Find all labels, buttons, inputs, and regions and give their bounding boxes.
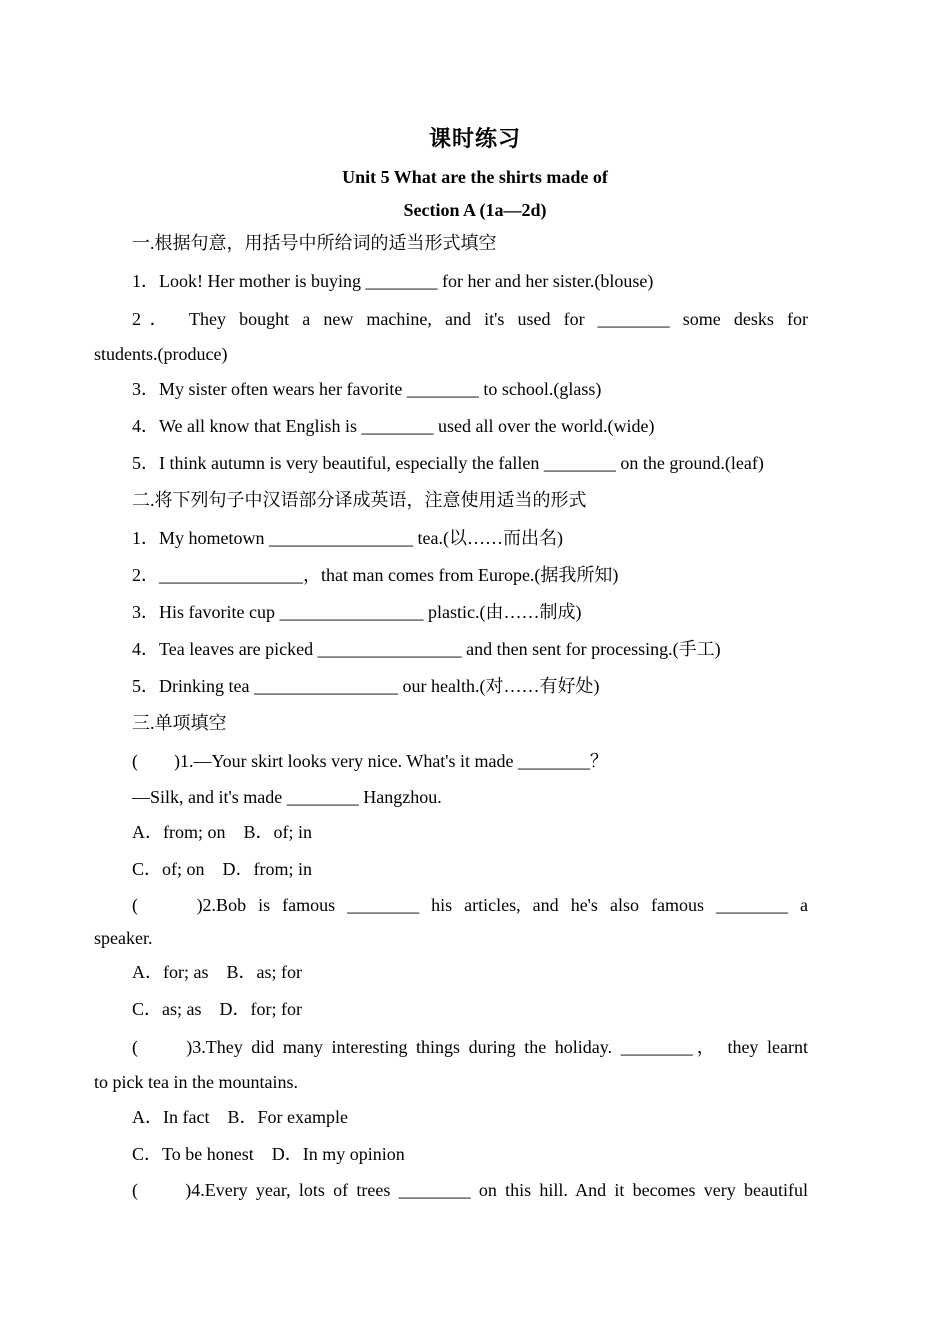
- part3-question-1-reply: —Silk, and it's made ________ Hangzhou.: [132, 787, 442, 807]
- part3-question-1-options-cd: C．of; on D．from; in: [132, 859, 312, 879]
- part2-question-4: 4．Tea leaves are picked ________________ and then sent for processing.(手工): [132, 639, 721, 659]
- part1-question-2: 2． They bought a new machine, and it's used for ________ some desks for: [132, 309, 808, 329]
- part3-heading: 三.单项填空: [132, 713, 227, 733]
- part2-question-5: 5．Drinking tea ________________ our health.(对……有好处): [132, 676, 600, 696]
- part3-question-3: ( )3.They did many interesting things during the holiday. ________， they learnt: [132, 1037, 808, 1057]
- part1-question-4: 4．We all know that English is ________ used all over the world.(wide): [132, 416, 655, 436]
- unit-title: Unit 5 What are the shirts made of: [342, 167, 608, 187]
- part2-question-3: 3．His favorite cup ________________ plastic.(由……制成): [132, 602, 582, 622]
- part3-question-1-options-ab: A．from; on B．of; in: [132, 822, 312, 842]
- part2-question-2: 2．________________，that man comes from Europe.(据我所知): [132, 565, 619, 585]
- part3-question-2-options-cd: C．as; as D．for; for: [132, 999, 302, 1019]
- section-title: Section A (1a—2d): [403, 200, 547, 220]
- part3-question-2-options-ab: A．for; as B．as; for: [132, 962, 302, 982]
- part3-question-3-cont: to pick tea in the mountains.: [94, 1072, 298, 1092]
- part3-question-2-cont: speaker.: [94, 928, 153, 948]
- part1-question-5: 5．I think autumn is very beautiful, especially the fallen ________ on the ground.(leaf): [132, 453, 764, 473]
- part1-question-3: 3．My sister often wears her favorite ________ to school.(glass): [132, 379, 602, 399]
- page-title: 课时练习: [428, 126, 521, 151]
- part3-question-2: ( )2.Bob is famous ________ his articles, and he's also famous ________ a: [132, 895, 808, 915]
- part2-question-1: 1．My hometown ________________ tea.(以……而出名): [132, 528, 563, 548]
- part3-question-3-options-ab: A．In fact B．For example: [132, 1107, 348, 1127]
- part1-question-1: 1．Look! Her mother is buying ________ for her and her sister.(blouse): [132, 271, 654, 291]
- part2-heading: 二.将下列句子中汉语部分译成英语，注意使用适当的形式: [132, 490, 587, 510]
- part3-question-3-options-cd: C．To be honest D．In my opinion: [132, 1144, 405, 1164]
- part3-question-4: ( )4.Every year, lots of trees ________ on this hill. And it becomes very beautiful: [132, 1180, 808, 1200]
- part1-question-2-cont: students.(produce): [94, 344, 228, 364]
- part3-question-1: ( )1.—Your skirt looks very nice. What's it made ________？: [132, 751, 609, 771]
- part1-heading: 一.根据句意，用括号中所给词的适当形式填空: [132, 233, 497, 253]
